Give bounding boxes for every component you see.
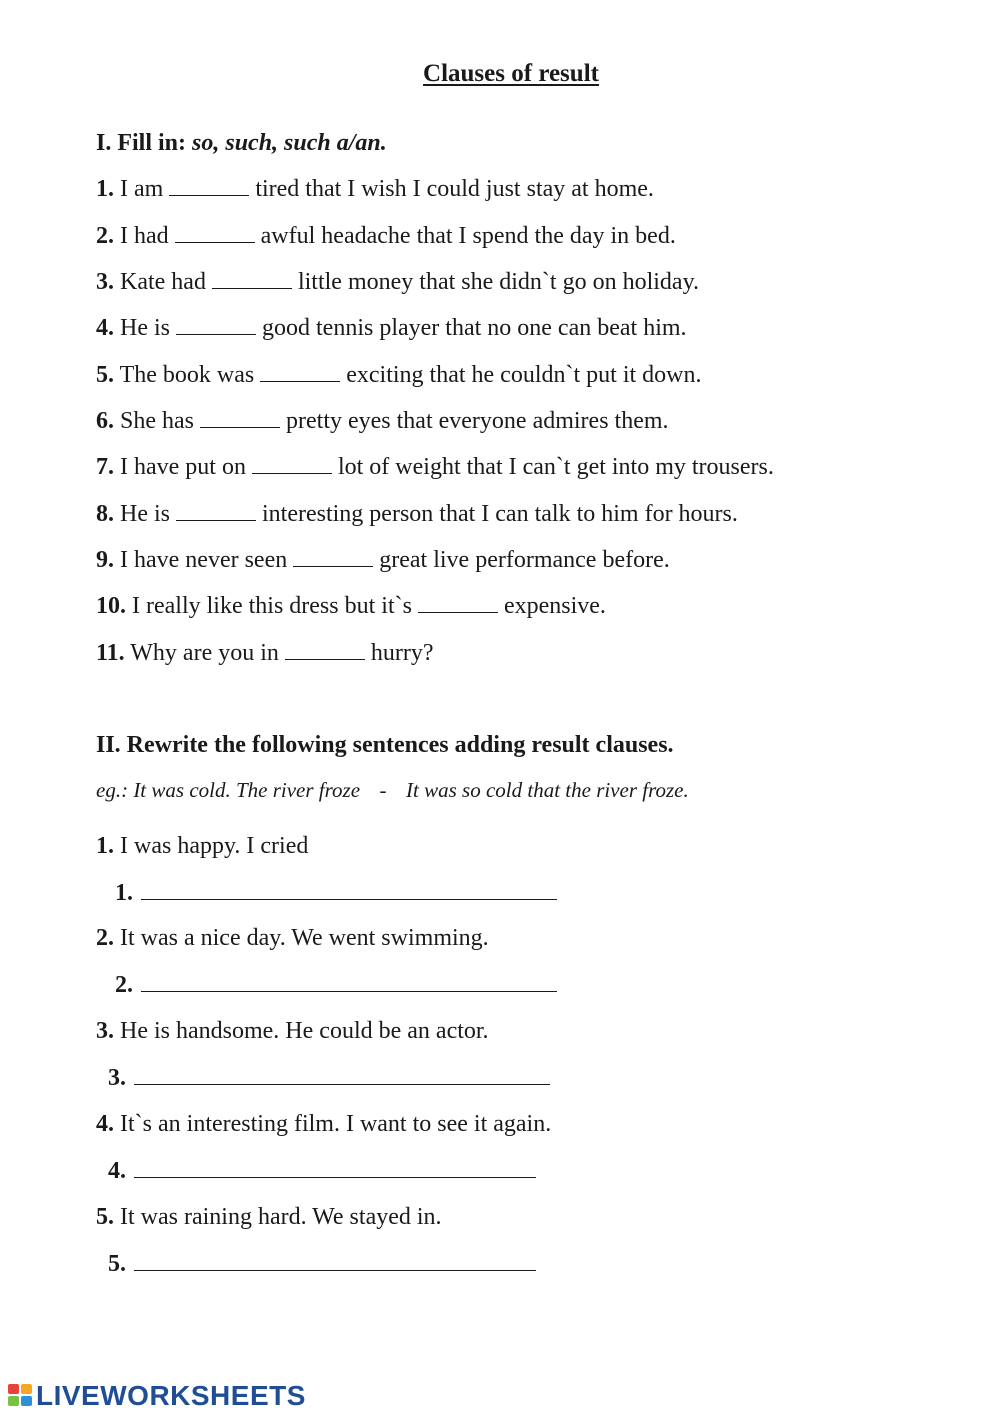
liveworksheets-logo — [8, 1380, 306, 1412]
exercise2-item: 1. I was happy. I cried — [96, 833, 309, 859]
exercise1-item: 10. I really like this dress but it`s expensive. — [96, 593, 606, 619]
answer-blank[interactable] — [293, 548, 373, 567]
exercise2-item: 4. It`s an interesting film. I want to see it again. — [96, 1111, 552, 1137]
answer-blank[interactable] — [212, 270, 292, 289]
exercise1-item: 5. The book was exciting that he couldn`t put it down. — [96, 362, 702, 388]
answer-line[interactable]: 4. — [108, 1157, 536, 1185]
exercise1-item: 1. I am tired that I wish I could just stay at home. — [96, 176, 654, 202]
exercise1-item: 9. I have never seen great live performance before. — [96, 547, 670, 573]
answer-rule[interactable] — [141, 879, 557, 900]
answer-line[interactable]: 3. — [108, 1064, 550, 1092]
answer-rule[interactable] — [134, 1157, 536, 1178]
answer-blank[interactable] — [418, 594, 498, 613]
exercise1-item: 2. I had awful headache that I spend the day in bed. — [96, 223, 676, 249]
answer-blank[interactable] — [260, 363, 340, 382]
answer-blank[interactable] — [169, 177, 249, 196]
section1-heading: I. Fill in: so, such, such a/an. — [96, 130, 387, 156]
exercise1-item: 7. I have put on lot of weight that I can`t get into my trousers. — [96, 454, 774, 480]
exercise2-item: 3. He is handsome. He could be an actor. — [96, 1018, 489, 1044]
answer-line[interactable]: 2. — [115, 971, 557, 999]
answer-blank[interactable] — [175, 224, 255, 243]
answer-blank[interactable] — [252, 455, 332, 474]
answer-line[interactable]: 5. — [108, 1250, 536, 1278]
answer-line[interactable]: 1. — [115, 879, 557, 907]
answer-rule[interactable] — [141, 971, 557, 992]
exercise2-item: 2. It was a nice day. We went swimming. — [96, 925, 489, 951]
example-line: eg.: It was cold. The river froze - It was so cold that the river froze. — [96, 778, 689, 802]
exercise1-item: 8. He is interesting person that I can talk to him for hours. — [96, 501, 738, 527]
exercise1-item: 6. She has pretty eyes that everyone admires them. — [96, 408, 669, 434]
page-title: Clauses of result — [423, 60, 599, 87]
exercise1-item: 3. Kate had little money that she didn`t go on holiday. — [96, 269, 700, 295]
exercise2-item: 5. It was raining hard. We stayed in. — [96, 1204, 442, 1230]
answer-blank[interactable] — [176, 502, 256, 521]
answer-blank[interactable] — [200, 409, 280, 428]
answer-blank[interactable] — [176, 316, 256, 335]
exercise1-item: 11. Why are you in hurry? — [96, 640, 434, 666]
brand-text: LIVEWORKSHEETS — [36, 1380, 306, 1411]
answer-blank[interactable] — [285, 641, 365, 660]
answer-rule[interactable] — [134, 1064, 550, 1085]
exercise1-item: 4. He is good tennis player that no one can beat him. — [96, 315, 687, 341]
answer-rule[interactable] — [134, 1250, 536, 1271]
section2-heading: II. Rewrite the following sentences adding result clauses. — [96, 732, 674, 758]
liveworksheets-badge-icon — [8, 1384, 34, 1408]
